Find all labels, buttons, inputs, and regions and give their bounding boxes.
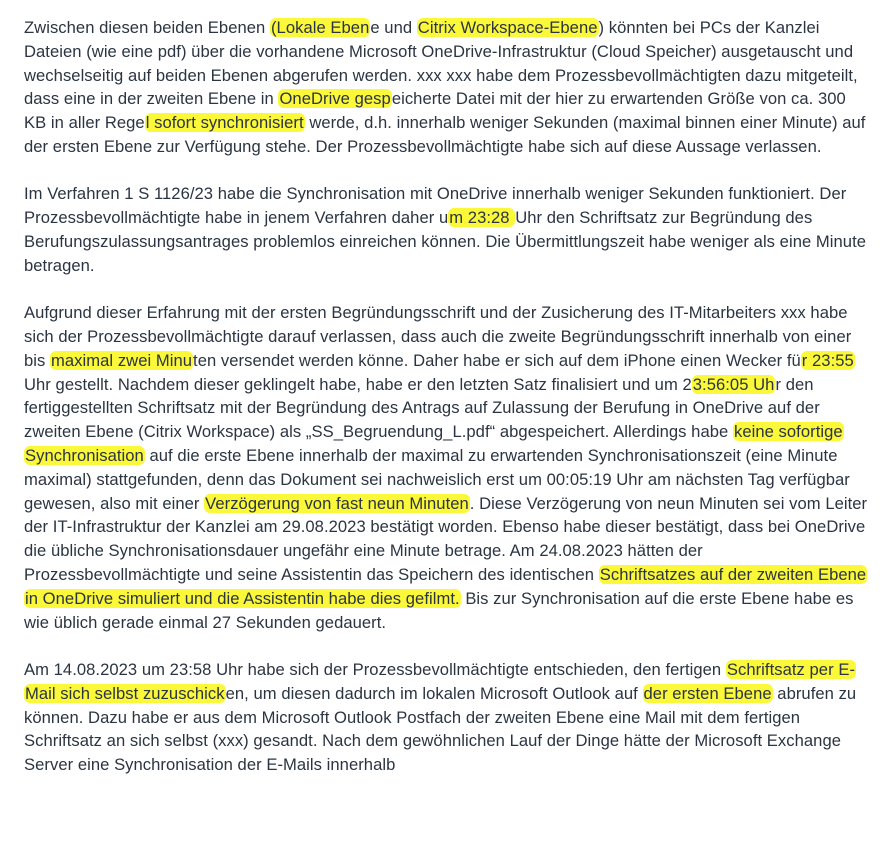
highlighted-text: OneDrive gesp xyxy=(279,89,391,109)
highlighted-text: keine sofortige Synchronisation xyxy=(25,422,843,465)
text-segment: Uhr den Schriftsatz zur Begründung des Berufungszulassungsantrages problemlos einreichen können. Die Übermittlungszeit habe weniger als eine Minute betragen. xyxy=(24,208,867,275)
text-segment: Am 14.08.2023 um 23:58 Uhr habe sich der Prozessbevollmächtigte entschieden, den fertigen xyxy=(24,659,726,679)
paragraph-4 xyxy=(24,658,872,777)
paragraph-3 xyxy=(24,301,872,634)
text-segment: en, um diesen dadurch im lokalen Microsoft Outlook auf xyxy=(225,683,643,703)
highlighted-text: l sofort synchronisiert xyxy=(145,113,304,133)
text-segment: Zwischen diesen beiden Ebenen xyxy=(24,18,270,37)
text-segment: Im Verfahren 1 S 1126/23 habe die Synchronisation mit OneDrive innerhalb weniger Sekunden funktioniert. Der Prozessbevollmächtigte habe in jenem Verfahren daher u xyxy=(24,184,847,228)
text-segment: eicherte Datei mit der hier zu erwartenden Größe von ca. 300 KB in aller Rege xyxy=(24,89,846,133)
highlighted-text: 3:56:05 Uh xyxy=(692,374,775,394)
text-segment: ten versendet werden könne. Daher habe er sich auf dem iPhone einen Wecker fü xyxy=(193,350,801,370)
paragraph-2 xyxy=(24,182,872,277)
text-segment: ) könnten bei PCs der Kanzlei Dateien (wie eine pdf) über die vorhandene Microsoft OneDrive-Infrastruktur (Cloud Speicher) ausgetauscht und wechselseitig auf beiden Ebenen abgerufen werden. xxx xxx habe dem Prozessbevollmächtigten dazu mitgeteilt, dass eine in der zweiten Ebene in xyxy=(24,18,858,109)
highlighted-text: maximal zwei Minu xyxy=(51,350,193,370)
highlighted-text: Verzögerung von fast neun Minuten xyxy=(205,493,469,513)
highlighted-text: m 23:28 xyxy=(449,208,515,228)
highlighted-text: Schriftsatz per E-Mail sich selbst zuzuschick xyxy=(25,659,856,703)
text-segment: Bis zur Synchronisation auf die erste Ebene habe es wie üblich gerade einmal 27 Sekunden gedauert. xyxy=(24,588,854,632)
text-segment: . Diese Verzögerung von neun Minuten sei vom Leiter der IT-Infrastruktur der Kanzlei am 29.08.2023 bestätigt worden. Ebenso habe dieser bestätigt, dass bei OneDrive die übliche Synchronisationsdauer ungefähr eine Minute betrage. Am 24.08.2023 hätten der Prozessbevollmächtigte und seine Assistentin das Speichern des identischen xyxy=(24,493,868,584)
highlighted-text: r 23:55 xyxy=(801,350,854,370)
text-segment: werde, d.h. innerhalb weniger Sekunden (maximal binnen einer Minute) auf der ersten Ebene zur Verfügung stehe. Der Prozessbevollmächtigte habe sich auf diese Aussage verlassen. xyxy=(24,113,866,156)
text-segment: Uhr gestellt. Nachdem dieser geklingelt habe, habe er den letzten Satz finalisiert und um 2 xyxy=(24,374,692,394)
document-page xyxy=(24,16,872,800)
text-segment: Aufgrund dieser Erfahrung mit der ersten Begründungsschrift und der Zusicherung des IT-Mitarbeiters xxx habe sich der Prozessbevollmächtigte darauf verlassen, dass auch die zweite Begründungsschrift innerhalb von einer bis xyxy=(24,303,852,370)
text-segment: r den fertiggestellten Schriftsatz mit der Begründung des Antrags auf Zulassung der Berufung in OneDrive auf der zweiten Ebene (Citrix Workspace) als „SS_Begruendung_L.pdf“ abgespeichert. Allerdings habe xyxy=(24,374,820,442)
highlighted-text: Schriftsatzes auf der zweiten Ebene in OneDrive simuliert und die Assistentin habe dies gefilmt. xyxy=(25,564,867,608)
highlighted-text: Citrix Workspace-Ebene xyxy=(417,18,598,37)
paragraph-1 xyxy=(24,16,872,159)
text-segment: abrufen zu können. Dazu habe er aus dem Microsoft Outlook Postfach der zweiten Ebene eine Mail mit dem fertigen Schriftsatz an sich selbst (xxx) gesandt. Nach dem gewöhnlichen Lauf der Dinge hätte der Microsoft Exchange Server eine Synchronisation der E-Mails innerhalb xyxy=(24,683,857,775)
highlighted-text: der ersten Ebene xyxy=(643,683,772,703)
highlighted-text: (Lokale Eben xyxy=(270,18,370,37)
text-segment: auf die erste Ebene innerhalb der maximal zu erwartenden Synchronisationszeit (eine Minute maximal) stattgefunden, denn das Dokument sei nachweislich erst um 00:05:19 Uhr am nächsten Tag verfügbar gewesen, also mit einer xyxy=(24,445,850,513)
text-segment: e und xyxy=(370,18,417,37)
